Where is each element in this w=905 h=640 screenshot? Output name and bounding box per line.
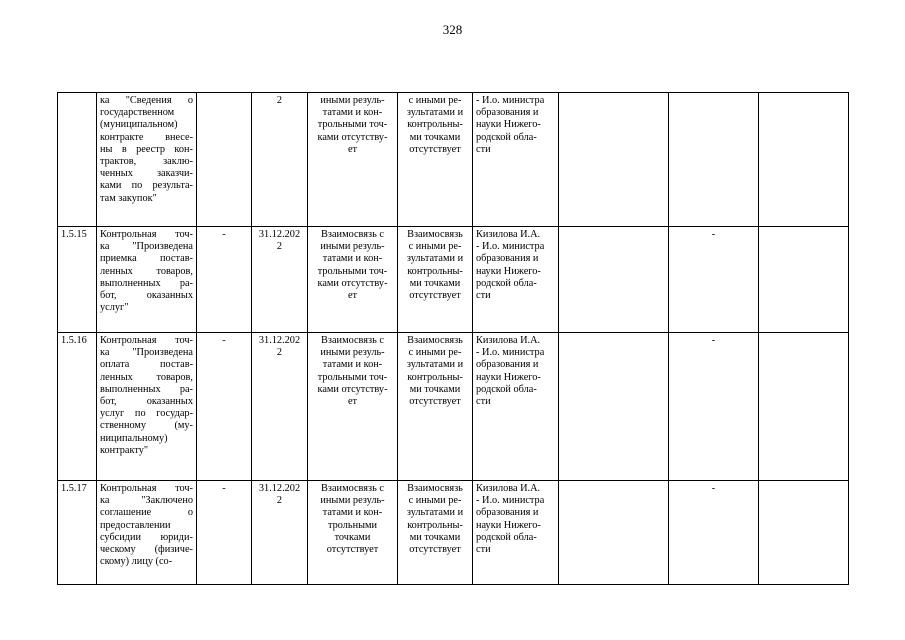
cell-text-line: науки Нижего- (476, 119, 541, 131)
cell-text-line: трольными точ- (317, 119, 388, 131)
cell-text-line: (муниципальном) (100, 119, 178, 131)
cell-text-line: предоставлении (100, 519, 171, 531)
cell-text-line: скому) лицу (со- (100, 556, 173, 568)
table-body (58, 93, 849, 585)
link-with-results-cell (308, 93, 398, 227)
responsible-cell (473, 333, 559, 481)
cell-text-line: с иными ре- (408, 241, 462, 253)
cell-text-line: - И.о. министра (476, 241, 545, 253)
cell-text-line: соглашение о (100, 507, 193, 519)
cell-text-line: зультатами и (406, 253, 464, 265)
cell-text-line: 31.12.202 (258, 229, 301, 240)
cell-text-line: родской обла- (476, 277, 537, 289)
cell-text-line: родской обла- (476, 383, 537, 395)
row-number-cell (58, 93, 97, 227)
row-number-cell: 1.5.16 (58, 333, 97, 481)
cell-text-line: ниципальному) (100, 432, 168, 444)
end-date-cell (252, 333, 308, 481)
cell-text-line: Кизилова И.А. (476, 483, 541, 494)
cell-text-line: контрольны- (407, 519, 463, 531)
cell-text-line: с иными ре- (408, 347, 462, 359)
cell-text-line: Кизилова И.А. (476, 229, 541, 240)
column-10-cell (759, 93, 849, 227)
link-with-control-points-cell (398, 481, 473, 585)
cell-text-line: точками (334, 531, 371, 543)
cell-text-line: зультатами и (406, 507, 464, 519)
cell-text-line: 2 (276, 347, 283, 359)
link-with-control-points-cell (398, 227, 473, 333)
control-point-name-cell (97, 227, 197, 333)
cell-text-line: там закупок" (100, 192, 157, 204)
cell-text-line: отсутствует (409, 544, 461, 556)
control-point-name-cell (97, 333, 197, 481)
cell-text-line: сти (476, 290, 491, 302)
cell-text-line: ет (347, 290, 358, 302)
cell-text-line: - И.о. министра (476, 347, 545, 359)
cell-text-line: образования и (476, 507, 539, 519)
cell-text-line: трольными (327, 519, 378, 531)
cell-text-line: ленных товаров, (100, 265, 193, 277)
start-date-cell: - (197, 481, 252, 585)
cell-text-line: 31.12.202 (258, 335, 301, 346)
column-9-cell: - (669, 481, 759, 585)
cell-text-line: Взаимосвязь с (321, 483, 384, 494)
column-9-cell (669, 93, 759, 227)
cell-text-line: ками по результа- (100, 180, 193, 192)
cell-text-line: контракте внесе- (100, 131, 193, 143)
cell-text-line: зультатами и (406, 359, 464, 371)
cell-text-line: науки Нижего- (476, 265, 541, 277)
cell-text-line: отсутствует (326, 544, 379, 556)
cell-text-line: с иными ре- (408, 495, 462, 507)
column-9-cell: - (669, 333, 759, 481)
cell-text-line: трольными точ- (317, 265, 388, 277)
cell-text-line: Контрольная точ- (100, 483, 193, 494)
cell-text-line: бот, оказанных (100, 396, 193, 408)
table-row (58, 481, 849, 585)
cell-text-line: татами и кон- (322, 359, 383, 371)
cell-text-line: контрольны- (407, 119, 463, 131)
cell-text-line: Взаимосвязь (407, 483, 463, 494)
cell-text-line: татами и кон- (322, 107, 383, 119)
cell-text-line: выполненных ра- (100, 383, 193, 395)
cell-text-line: иными резуль- (320, 347, 385, 359)
cell-text-line: трактов, заклю- (100, 156, 193, 168)
link-with-control-points-cell (398, 333, 473, 481)
cell-text-line: 2 (276, 95, 283, 106)
column-10-cell (759, 227, 849, 333)
row-number-cell: 1.5.15 (58, 227, 97, 333)
cell-text-line: ет (347, 143, 358, 155)
cell-text-line: науки Нижего- (476, 519, 541, 531)
cell-text-line: государственном (100, 107, 175, 119)
cell-text-line: иными резуль- (320, 95, 385, 106)
column-8-cell (559, 333, 669, 481)
column-10-cell (759, 333, 849, 481)
cell-text-line: выполненных ра- (100, 277, 193, 289)
cell-text-line: ми точками (409, 531, 461, 543)
cell-text-line: с иными ре- (408, 95, 462, 106)
cell-text-line: ка "Произведена (100, 241, 193, 253)
link-with-control-points-cell (398, 93, 473, 227)
cell-text-line: отсутствует (409, 290, 461, 302)
start-date-cell: - (197, 333, 252, 481)
cell-text-line: услуг" (100, 302, 129, 314)
responsible-cell (473, 227, 559, 333)
cell-text-line: Взаимосвязь (407, 229, 463, 240)
cell-text-line: образования и (476, 107, 539, 119)
cell-text-line: Кизилова И.А. (476, 335, 541, 346)
cell-text-line: контрольны- (407, 265, 463, 277)
cell-text-line: ленных товаров, (100, 371, 193, 383)
cell-text-line: 31.12.202 (258, 483, 301, 494)
column-10-cell (759, 481, 849, 585)
table-row (58, 93, 849, 227)
control-points-table (57, 92, 849, 585)
cell-text-line: Взаимосвязь с (321, 335, 384, 346)
cell-text-line: ми точками (409, 131, 461, 143)
table-row (58, 227, 849, 333)
column-9-cell: - (669, 227, 759, 333)
cell-text-line: ка "Заключено (100, 495, 193, 507)
cell-text-line: Контрольная точ- (100, 229, 193, 240)
cell-text-line: ками отсутству- (317, 131, 388, 143)
cell-text-line: 2 (276, 495, 283, 507)
cell-text-line: татами и кон- (322, 507, 383, 519)
cell-text-line: ет (347, 396, 358, 408)
cell-text-line: ственному (му- (100, 420, 193, 432)
cell-text-line: услуг по государ- (100, 408, 193, 420)
cell-text-line: иными резуль- (320, 241, 385, 253)
cell-text-line: ка "Сведения о (100, 95, 193, 106)
cell-text-line: ченных заказчи- (100, 168, 193, 180)
cell-text-line: ками отсутству- (317, 277, 388, 289)
cell-text-line: бот, оказанных (100, 290, 193, 302)
cell-text-line: сти (476, 143, 491, 155)
cell-text-line: отсутствует (409, 143, 461, 155)
cell-text-line: ми точками (409, 277, 461, 289)
cell-text-line: Взаимосвязь с (321, 229, 384, 240)
cell-text-line: образования и (476, 253, 539, 265)
start-date-cell: - (197, 227, 252, 333)
cell-text-line: образования и (476, 359, 539, 371)
responsible-cell (473, 93, 559, 227)
cell-text-line: Контрольная точ- (100, 335, 193, 346)
cell-text-line: - И.о. министра (476, 95, 545, 106)
end-date-cell (252, 481, 308, 585)
cell-text-line: контрольны- (407, 371, 463, 383)
cell-text-line: 2 (276, 241, 283, 253)
cell-text-line: субсидии юриди- (100, 531, 193, 543)
cell-text-line: родской обла- (476, 131, 537, 143)
link-with-results-cell (308, 227, 398, 333)
cell-text-line: родской обла- (476, 531, 537, 543)
responsible-cell (473, 481, 559, 585)
cell-text-line: ками отсутству- (317, 383, 388, 395)
cell-text-line: ка "Произведена (100, 347, 193, 359)
cell-text-line: сти (476, 544, 491, 556)
column-8-cell (559, 227, 669, 333)
link-with-results-cell (308, 333, 398, 481)
cell-text-line: оплата постав- (100, 359, 193, 371)
page-number: 328 (442, 22, 463, 37)
cell-text-line: зультатами и (406, 107, 464, 119)
link-with-results-cell (308, 481, 398, 585)
cell-text-line: трольными точ- (317, 371, 388, 383)
cell-text-line: Взаимосвязь (407, 335, 463, 346)
cell-text-line: ми точками (409, 383, 461, 395)
control-point-name-cell (97, 481, 197, 585)
cell-text-line: науки Нижего- (476, 371, 541, 383)
cell-text-line: - И.о. министра (476, 495, 545, 507)
cell-text-line: иными резуль- (320, 495, 385, 507)
cell-text-line: татами и кон- (322, 253, 383, 265)
row-number-cell: 1.5.17 (58, 481, 97, 585)
control-point-name-cell (97, 93, 197, 227)
cell-text-line: отсутствует (409, 396, 461, 408)
cell-text-line: ны в реестр кон- (100, 143, 193, 155)
cell-text-line: приемка постав- (100, 253, 193, 265)
end-date-cell (252, 227, 308, 333)
column-8-cell (559, 481, 669, 585)
start-date-cell (197, 93, 252, 227)
cell-text-line: ческому (физиче- (100, 544, 193, 556)
end-date-cell (252, 93, 308, 227)
table-row (58, 333, 849, 481)
cell-text-line: контракту" (100, 444, 149, 456)
cell-text-line: сти (476, 396, 491, 408)
column-8-cell (559, 93, 669, 227)
